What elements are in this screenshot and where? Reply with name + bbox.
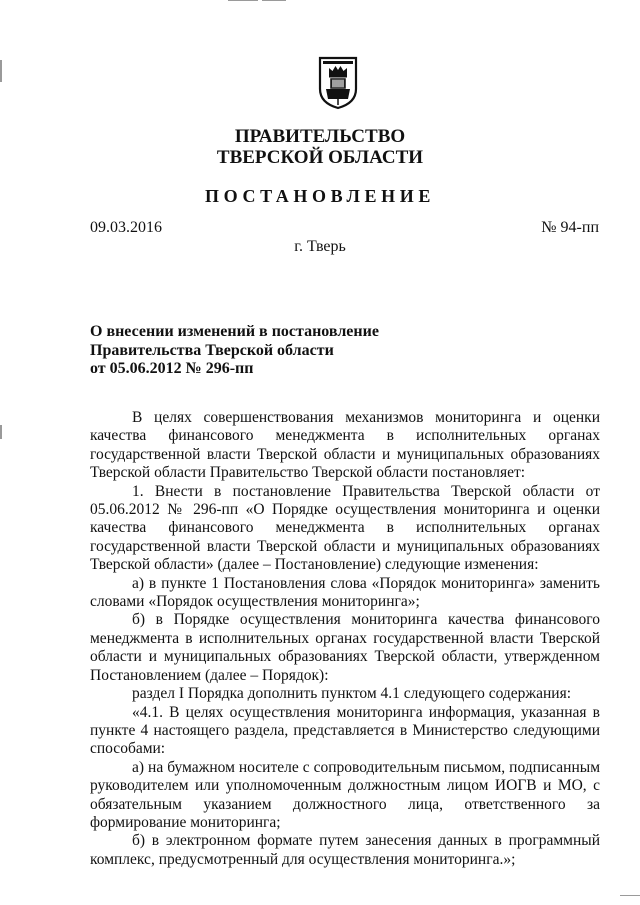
scan-edge-mark (0, 60, 2, 82)
body-paragraph: а) на бумажном носителе с сопроводительным письмом, подписанным руководителем или уполномоченным должностным лицом ИОГВ и МО, с обязательным указанием должностного лица, ответственного за формирование мониторинга; (90, 758, 600, 831)
document-date: 09.03.2016 (90, 219, 162, 236)
body-paragraph: В целях совершенствования механизмов мониторинга и оценки качества финансового менеджмента в исполнительных органах государственной власти Тверской области и муниципальных образованиях Тверской области Правительство Тверской области постановляет: (90, 409, 600, 482)
document-subject (90, 323, 379, 379)
document-type: ПОСТАНОВЛЕНИЕ (205, 186, 435, 206)
scan-top-mark (262, 0, 286, 1)
subject-line3: от 05.06.2012 № 296-пп (90, 360, 254, 377)
body-paragraph: раздел I Порядка дополнить пунктом 4.1 следующего содержания: (132, 685, 572, 703)
government-title (0, 126, 640, 168)
scan-edge-mark (0, 425, 2, 439)
body-paragraph: б) в электронном формате путем занесения данных в программный комплекс, предусмотренный для осуществления мониторинга.»; (90, 832, 600, 868)
document-city: г. Тверь (294, 238, 346, 255)
document-number: № 94-пп (541, 219, 599, 236)
body-paragraph: «4.1. В целях осуществления мониторинга информация, указанная в пункте 4 настоящего раздела, представляется в Министерство следующими способами: (90, 703, 600, 758)
government-title-line1: ПРАВИТЕЛЬСТВО (234, 126, 406, 147)
body-paragraph: 1. Внести в постановление Правительства Тверской области от 05.06.2012 № 296-пп «О Порядке осуществления мониторинга и оценки качества финансового менеджмента в исполнительных органах государственной власти Тверской области и муниципальных образованиях Тверской области» (далее – Постановление) следующие изменения: (90, 482, 600, 574)
document-body (90, 409, 600, 869)
subject-line1: О внесении изменений в постановление (90, 323, 379, 340)
tver-coat-of-arms-icon (317, 55, 359, 110)
body-paragraph: а) в пункте 1 Постановления слова «Порядок мониторинга» заменить словами «Порядок осуществления мониторинга»; (90, 574, 600, 611)
subject-line2: Правительства Тверской области (90, 341, 334, 359)
government-title-line2: ТВЕРСКОЙ ОБЛАСТИ (216, 147, 424, 168)
body-paragraph: б) в Порядке осуществления мониторинга качества финансового менеджмента в исполнительных органах государственной власти Тверской области и муниципальных образованиях Тверской области, утвержденном Постановлением (далее – Порядок): (90, 611, 600, 684)
scan-top-mark (228, 0, 258, 1)
scan-right-mark (620, 895, 640, 896)
